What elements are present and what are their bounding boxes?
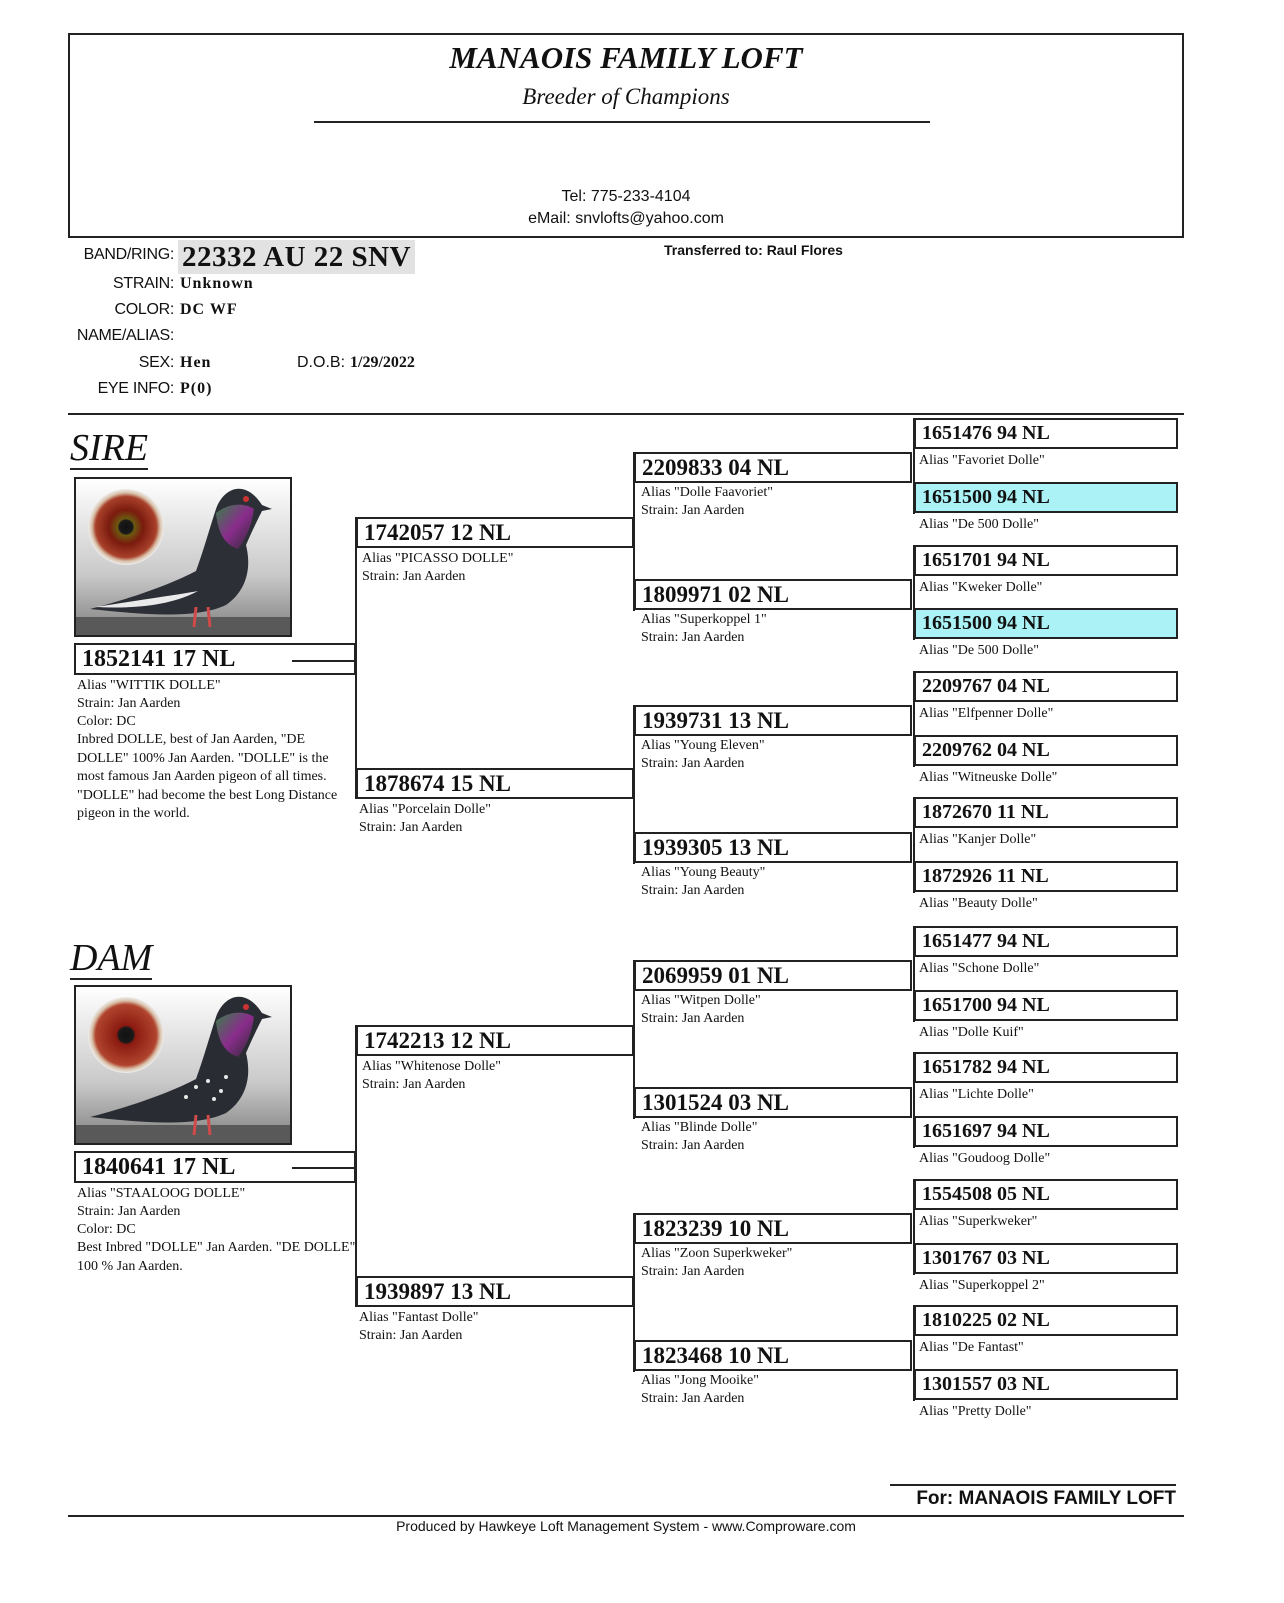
- sire-alias: Alias "WITTIK DOLLE": [77, 678, 221, 693]
- gen3-box: 2209833 04 NL: [634, 452, 912, 483]
- gen4-box: 1651701 94 NL: [914, 545, 1178, 576]
- gen4-alias: Alias "Goudoog Dolle": [919, 1151, 1051, 1166]
- sire-band-box: 1852141 17 NL: [74, 643, 356, 675]
- gen4-box: 1651782 94 NL: [914, 1052, 1178, 1083]
- gen2-strain: Strain: Jan Aarden: [362, 569, 466, 584]
- sire-color: Color: DC: [77, 714, 136, 729]
- band-label: BAND/RING:: [83, 246, 174, 263]
- gen4-alias: Alias "De 500 Dolle": [919, 643, 1039, 658]
- section-divider: [68, 413, 1184, 415]
- telephone: Tel: 775-233-4104: [561, 188, 691, 205]
- gen3-strain: Strain: Jan Aarden: [641, 1264, 745, 1279]
- gen3-alias: Alias "Young Beauty": [641, 865, 766, 880]
- gen3-strain: Strain: Jan Aarden: [641, 883, 745, 898]
- gen4-alias: Alias "Pretty Dolle": [919, 1404, 1032, 1419]
- dam-color: Color: DC: [77, 1222, 136, 1237]
- email: eMail: snvlofts@yahoo.com: [528, 210, 724, 227]
- gen4-box: 1872670 11 NL: [914, 797, 1178, 828]
- gen4-box: 1872926 11 NL: [914, 861, 1178, 892]
- gen4-alias: Alias "Lichte Dolle": [919, 1087, 1034, 1102]
- dam-alias: Alias "STAALOOG DOLLE": [77, 1186, 246, 1201]
- bottom-divider: [68, 1515, 1184, 1517]
- color-label: COLOR:: [114, 301, 174, 318]
- gen4-alias: Alias "Schone Dolle": [919, 961, 1040, 976]
- gen3-strain: Strain: Jan Aarden: [641, 1138, 745, 1153]
- gen3-alias: Alias "Zoon Superkweker": [641, 1246, 793, 1261]
- gen3-strain: Strain: Jan Aarden: [641, 630, 745, 645]
- gen3-strain: Strain: Jan Aarden: [641, 756, 745, 771]
- gen4-box: 1651476 94 NL: [914, 418, 1178, 449]
- gen4-box-highlighted: 1651500 94 NL: [914, 608, 1178, 639]
- gen3-alias: Alias "Witpen Dolle": [641, 993, 761, 1008]
- header-divider: [314, 121, 930, 123]
- dam-photo: [74, 985, 292, 1145]
- gen2-box: 1742213 12 NL: [356, 1025, 634, 1056]
- gen3-box: 1939305 13 NL: [634, 832, 912, 863]
- gen4-alias: Alias "Dolle Kuif": [919, 1025, 1024, 1040]
- gen2-strain: Strain: Jan Aarden: [359, 820, 463, 835]
- gen2-box: 1742057 12 NL: [356, 517, 634, 548]
- sire-pigeon-image: [76, 479, 292, 637]
- gen2-alias: Alias "Whitenose Dolle": [362, 1059, 501, 1074]
- strain-label: STRAIN:: [112, 275, 174, 292]
- dob-label: D.O.B:: [297, 354, 346, 371]
- gen4-box: 1651700 94 NL: [914, 990, 1178, 1021]
- gen4-box: 2209762 04 NL: [914, 735, 1178, 766]
- transferred-to: Transferred to: Raul Flores: [664, 242, 843, 258]
- gen3-strain: Strain: Jan Aarden: [641, 1011, 745, 1026]
- loft-title: MANAOIS FAMILY LOFT: [449, 40, 803, 75]
- gen2-alias: Alias "Fantast Dolle": [359, 1310, 479, 1325]
- gen4-alias: Alias "Elfpenner Dolle": [919, 706, 1054, 721]
- gen3-alias: Alias "Jong Mooike": [641, 1373, 759, 1388]
- gen4-box: 1554508 05 NL: [914, 1179, 1178, 1210]
- gen3-alias: Alias "Young Eleven": [641, 738, 765, 753]
- dam-pigeon-image: [76, 987, 292, 1145]
- gen4-alias: Alias "Beauty Dolle": [919, 896, 1038, 911]
- band-number: 22332 AU 22 SNV: [178, 240, 415, 274]
- gen2-box: 1939897 13 NL: [356, 1276, 634, 1307]
- sire-note: Inbred DOLLE, best of Jan Aarden, "DE DOLLE" 100% Jan Aarden. "DOLLE" is the most famous Jan Aarden pigeon of all times. "DOLLE" had become the best Long Distance pigeon in the world.: [77, 732, 338, 821]
- eye-label: EYE INFO:: [97, 380, 174, 397]
- gen4-box: 1301767 03 NL: [914, 1243, 1178, 1274]
- gen4-alias: Alias "Favoriet Dolle": [919, 453, 1045, 468]
- gen4-alias: Alias "De 500 Dolle": [919, 517, 1039, 532]
- gen3-alias: Alias "Blinde Dolle": [641, 1120, 758, 1135]
- name-label: NAME/ALIAS:: [76, 327, 174, 344]
- gen3-box: 1809971 02 NL: [634, 579, 912, 610]
- gen4-alias: Alias "De Fantast": [919, 1340, 1024, 1355]
- gen3-alias: Alias "Superkoppel 1": [641, 612, 767, 627]
- gen4-box: 1301557 03 NL: [914, 1369, 1178, 1400]
- gen4-box-highlighted: 1651500 94 NL: [914, 482, 1178, 513]
- gen3-strain: Strain: Jan Aarden: [641, 1391, 745, 1406]
- gen3-strain: Strain: Jan Aarden: [641, 503, 745, 518]
- gen3-box: 1823468 10 NL: [634, 1340, 912, 1371]
- sex-value: Hen: [180, 354, 212, 371]
- eye-value: P(0): [180, 380, 213, 397]
- gen4-alias: Alias "Witneuske Dolle": [919, 770, 1058, 785]
- gen2-alias: Alias "Porcelain Dolle": [359, 802, 491, 817]
- strain-value: Unknown: [180, 275, 254, 292]
- gen2-strain: Strain: Jan Aarden: [362, 1077, 466, 1092]
- sire-photo: [74, 477, 292, 637]
- gen3-alias: Alias "Dolle Faavoriet": [641, 485, 773, 500]
- gen4-alias: Alias "Kweker Dolle": [919, 580, 1043, 595]
- gen4-alias: Alias "Kanjer Dolle": [919, 832, 1037, 847]
- dob-value: 1/29/2022: [350, 354, 415, 371]
- gen4-box: 2209767 04 NL: [914, 671, 1178, 702]
- sire-heading: SIRE: [70, 427, 149, 469]
- sex-label: SEX:: [138, 354, 174, 371]
- loft-tagline: Breeder of Champions: [522, 84, 730, 109]
- gen4-box: 1651477 94 NL: [914, 926, 1178, 957]
- for-loft: For: MANAOIS FAMILY LOFT: [916, 1488, 1176, 1509]
- gen4-alias: Alias "Superkweker": [919, 1214, 1038, 1229]
- gen3-box: 1939731 13 NL: [634, 705, 912, 736]
- sire-strain: Strain: Jan Aarden: [77, 696, 181, 711]
- gen3-box: 2069959 01 NL: [634, 960, 912, 991]
- gen3-box: 1823239 10 NL: [634, 1213, 912, 1244]
- gen4-alias: Alias "Superkoppel 2": [919, 1278, 1045, 1293]
- dam-strain: Strain: Jan Aarden: [77, 1204, 181, 1219]
- gen2-alias: Alias "PICASSO DOLLE": [362, 551, 514, 566]
- dam-heading: DAM: [70, 937, 153, 979]
- gen3-box: 1301524 03 NL: [634, 1087, 912, 1118]
- dam-note: Best Inbred "DOLLE" Jan Aarden. "DE DOLLE" 100 % Jan Aarden.: [77, 1240, 356, 1274]
- gen2-box: 1878674 15 NL: [356, 768, 634, 799]
- dam-band-box: 1840641 17 NL: [74, 1151, 356, 1183]
- gen4-box: 1810225 02 NL: [914, 1305, 1178, 1336]
- footer-rule: [890, 1484, 1176, 1486]
- gen4-box: 1651697 94 NL: [914, 1116, 1178, 1147]
- color-value: DC WF: [180, 301, 238, 318]
- produced-by: Produced by Hawkeye Loft Management System - www.Comproware.com: [396, 1518, 856, 1534]
- gen2-strain: Strain: Jan Aarden: [359, 1328, 463, 1343]
